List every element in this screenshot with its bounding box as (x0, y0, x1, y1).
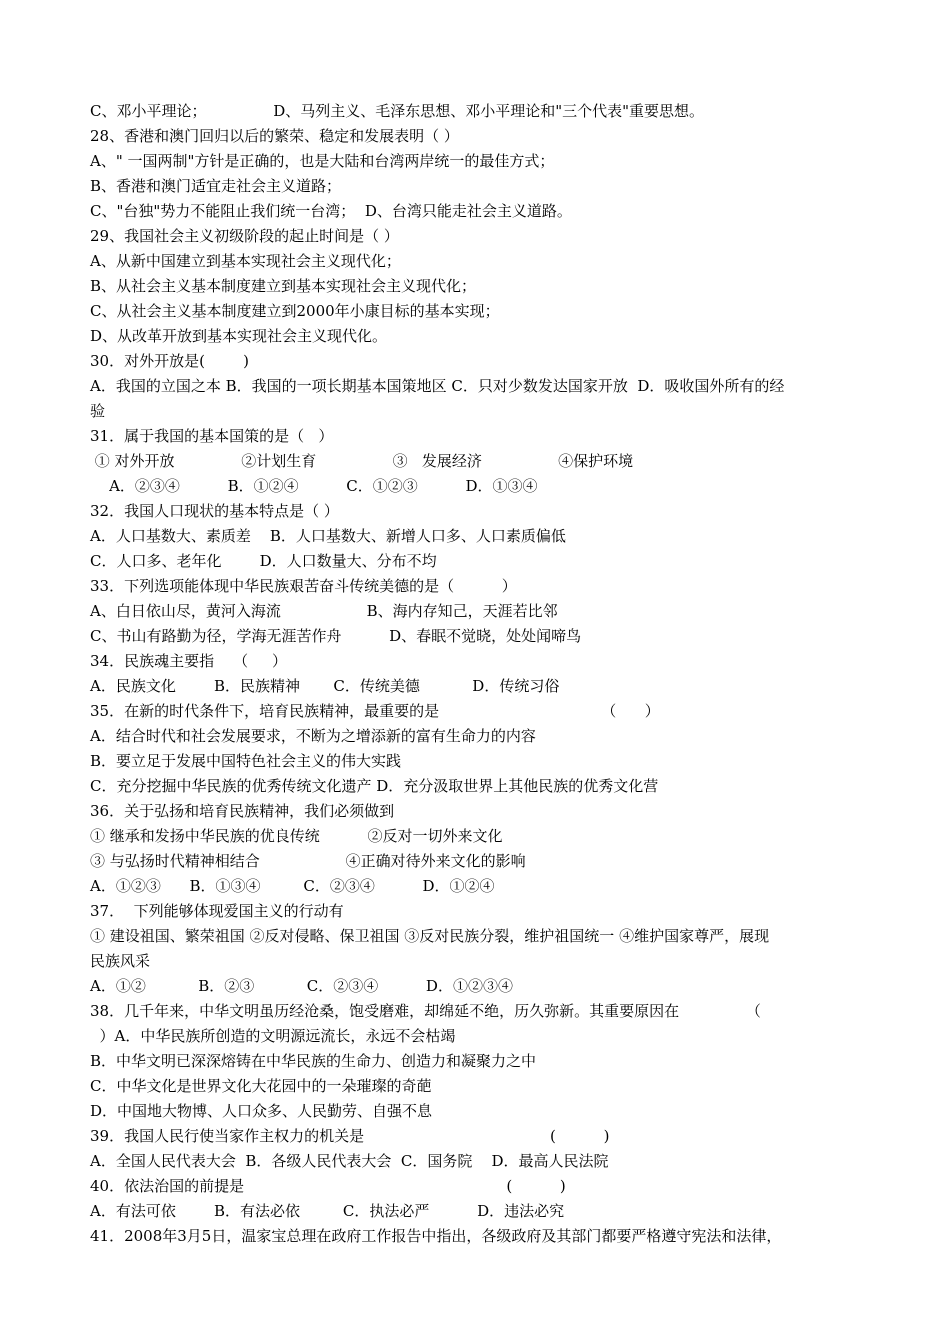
text-line: ① 建设祖国、繁荣祖国 ②反对侵略、保卫祖国 ③反对民族分裂，维护祖国统一 ④维护国家尊严，展现 (90, 927, 770, 945)
text-line: A．我国的立国之本 B．我国的一项长期基本国策地区 C．只对少数发达国家开放 D．吸收国外所有的经 (90, 377, 785, 395)
question-36: 36．关于弘扬和培育民族精神，我们必须做到 (90, 802, 395, 820)
text-line: A．民族文化 B．民族精神 C．传统美德 D．传统习俗 (90, 677, 560, 695)
text-line: B、香港和澳门适宜走社会主义道路； (90, 177, 342, 195)
text-line: A．人口基数大、素质差 B．人口基数大、新增人口多、人口素质偏低 (90, 527, 566, 545)
question-30: 30．对外开放是( ) (90, 352, 249, 370)
text-line: 验 (90, 402, 106, 420)
text-line: A．①② B．②③ C．②③④ D．①②③④ (90, 977, 513, 995)
text-line: D．中国地大物博、人口众多、人民勤劳、自强不息 (90, 1102, 433, 1120)
question-32: 32．我国人口现状的基本特点是（ ） (90, 502, 339, 520)
question-39: 39．我国人民行使当家作主权力的机关是 ( ) (90, 1127, 610, 1145)
text-line: ）A．中华民族所创造的文明源远流长，永远不会枯竭 (90, 1027, 456, 1045)
text-line: A．②③④ B．①②④ C．①②③ D．①③④ (90, 477, 538, 495)
question-34: 34．民族魂主要指 （ ） (90, 652, 288, 670)
question-41: 41．2008年3月5日，温家宝总理在政府工作报告中指出，各级政府及其部门都要严格遵守宪法和法律， (90, 1227, 782, 1245)
text-line: C、邓小平理论； D、马列主义、毛泽东思想、邓小平理论和"三个代表"重要思想。 (90, 102, 705, 120)
text-line: ① 继承和发扬中华民族的优良传统 ②反对一切外来文化 (90, 827, 503, 845)
text-line: A．有法可依 B．有法必依 C．执法必严 D．违法必究 (90, 1202, 565, 1220)
question-29: 29、我国社会主义初级阶段的起止时间是（ ） (90, 227, 399, 245)
text-line: B．要立足于发展中国特色社会主义的伟大实践 (90, 752, 402, 770)
question-35: 35．在新的时代条件下，培育民族精神，最重要的是 （ ） (90, 702, 660, 720)
text-line: A、" 一国两制"方针是正确的，也是大陆和台湾两岸统一的最佳方式； (90, 152, 555, 170)
question-37: 37． 下列能够体现爱国主义的行动有 (90, 902, 344, 920)
text-line: A．结合时代和社会发展要求，不断为之增添新的富有生命力的内容 (90, 727, 536, 745)
text-line: C．中华文化是世界文化大花园中的一朵璀璨的奇葩 (90, 1077, 432, 1095)
text-line: A．①②③ B．①③④ C．②③④ D．①②④ (90, 877, 495, 895)
text-line: ① 对外开放 ②计划生育 ③ 发展经济 ④保护环境 (90, 452, 634, 470)
text-line: B．中华文明已深深熔铸在中华民族的生命力、创造力和凝聚力之中 (90, 1052, 537, 1070)
text-line: B、从社会主义基本制度建立到基本实现社会主义现代化； (90, 277, 477, 295)
text-line: A、从新中国建立到基本实现社会主义现代化； (90, 252, 401, 270)
text-line: 民族风采 (90, 952, 151, 970)
text-line: C．人口多、老年化 D．人口数量大、分布不均 (90, 552, 437, 570)
text-line: C、"台独"势力不能阻止我们统一台湾； D、台湾只能走社会主义道路。 (90, 202, 572, 220)
text-line: C、从社会主义基本制度建立到2000年小康目标的基本实现； (90, 302, 500, 320)
question-40: 40．依法治国的前提是 ( ) (90, 1177, 566, 1195)
text-line: D、从改革开放到基本实现社会主义现代化。 (90, 327, 388, 345)
text-line: C、书山有路勤为径，学海无涯苦作舟 D、春眠不觉晓，处处闻啼鸟 (90, 627, 582, 645)
question-33: 33．下列选项能体现中华民族艰苦奋斗传统美德的是（ ） (90, 577, 517, 595)
text-line: ③ 与弘扬时代精神相结合 ④正确对待外来文化的影响 (90, 852, 526, 870)
text-line: A、白日依山尽，黄河入海流 B、海内存知己，天涯若比邻 (90, 602, 558, 620)
text-line: C．充分挖掘中华民族的优秀传统文化遗产 D．充分汲取世界上其他民族的优秀文化营 (90, 777, 659, 795)
question-38: 38．几千年来，中华文明虽历经沧桑，饱受磨难，却绵延不绝，历久弥新。其重要原因在 （ (90, 1002, 761, 1020)
question-28: 28、香港和澳门回归以后的繁荣、稳定和发展表明（ ） (90, 127, 459, 145)
question-31: 31．属于我国的基本国策的是（ ） (90, 427, 334, 445)
text-line: A．全国人民代表大会 B．各级人民代表大会 C．国务院 D．最高人民法院 (90, 1152, 609, 1170)
